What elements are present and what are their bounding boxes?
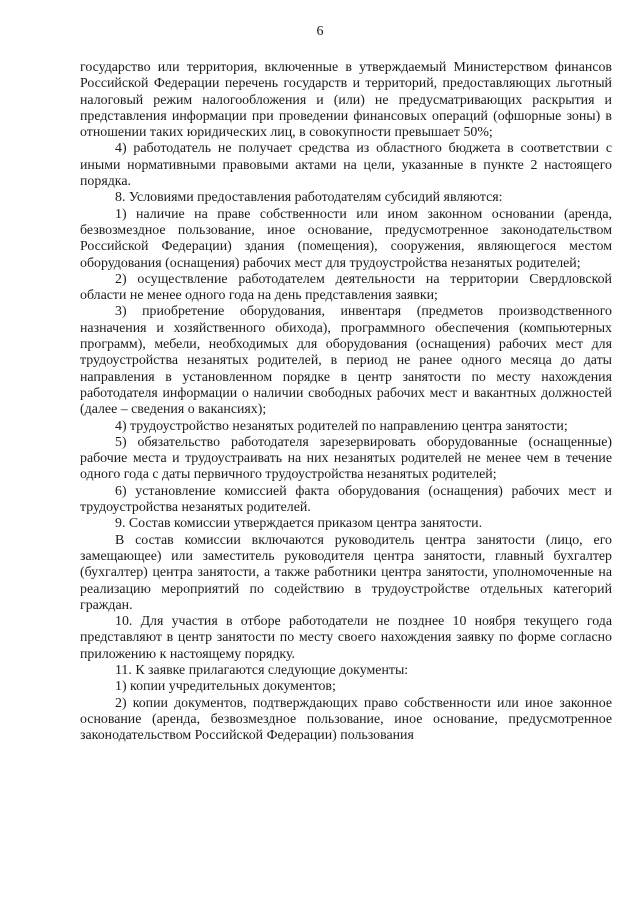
paragraph-5: 2) осуществление работодателем деятельности на территории Свердловской области не менее одного года на день представления заявки; (80, 271, 612, 304)
paragraph-7: 4) трудоустройство незанятых родителей по направлению центра занятости; (115, 418, 568, 434)
paragraph-11: В состав комиссии включаются руководитель центра занятости (лицо, его замещающее) или заместитель руководителя центра занятости, главный бухгалтер (бухгалтер) центра занятости, а также работники центра занятости, уполномоченные на реализацию мероприятий по содействию в трудоустройстве отдельных категорий граждан. (80, 532, 612, 613)
paragraph-3: 8. Условиями предоставления работодателям субсидий являются: (115, 190, 503, 206)
paragraph-13: 11. К заявке прилагаются следующие документы: (115, 662, 409, 678)
page-number: 6 (316, 24, 324, 39)
paragraph-2: 4) работодатель не получает средства из областного бюджета в соответствии с иными нормативными правовыми актами на цели, указанные в пункте 2 настоящего порядка. (80, 141, 612, 190)
paragraph-6: 3) приобретение оборудования, инвентаря (предметов производственного назначения и хозяйственного обихода), программного обеспечения (компьютерных программ), мебели, необходимых для оборудования (оснащения) рабочих мест для трудоустройства незанятых родителей, в период не ранее одного месяца до даты направления в установленном порядке в центр занятости по месту нахождения работодателя информации о наличии свободных рабочих мест и вакантных должностей (далее – сведения о вакансиях); (80, 304, 612, 418)
paragraph-10: 9. Состав комиссии утверждается приказом центра занятости. (115, 516, 483, 532)
paragraph-14: 1) копии учредительных документов; (115, 679, 336, 695)
paragraph-4: 1) наличие на праве собственности или ином законном основании (аренда, безвозмездное пользование, иное основание, предусмотренное законодательством Российской Федерации) здания (помещения), сооружения, являющегося местом оборудования (оснащения) рабочих мест для трудоустройства незанятых родителей; (80, 206, 612, 271)
paragraph-1: государство или территория, включенные в утверждаемый Министерством финансов Российской Федерации перечень государств и территорий, предоставляющих льготный налоговый режим налогообложения и (или) не предусматривающих раскрытия и представления информации при проведении финансовых операций (офшорные зоны) в отношении таких юридических лиц, в совокупности превышает 50%; (80, 60, 612, 141)
paragraph-8: 5) обязательство работодателя зарезервировать оборудованные (оснащенные) рабочие места и трудоустраивать на них незанятых родителей не менее чем в течение одного года с даты первичного трудоустройства незанятых родителей; (80, 434, 612, 483)
paragraph-15: 2) копии документов, подтверждающих право собственности или иное законное основание (аренда, безвозмездное пользование, иное основание, предусмотренное законодательством Российской Федерации) пользования (80, 695, 612, 744)
paragraph-12: 10. Для участия в отборе работодатели не позднее 10 ноября текущего года представляют в центр занятости по месту своего нахождения заявку по форме согласно приложению к настоящему порядку. (80, 614, 612, 662)
paragraph-9: 6) установление комиссией факта оборудования (оснащения) рабочих мест и трудоустройства незанятых родителей. (80, 483, 612, 516)
document-body (80, 60, 612, 744)
